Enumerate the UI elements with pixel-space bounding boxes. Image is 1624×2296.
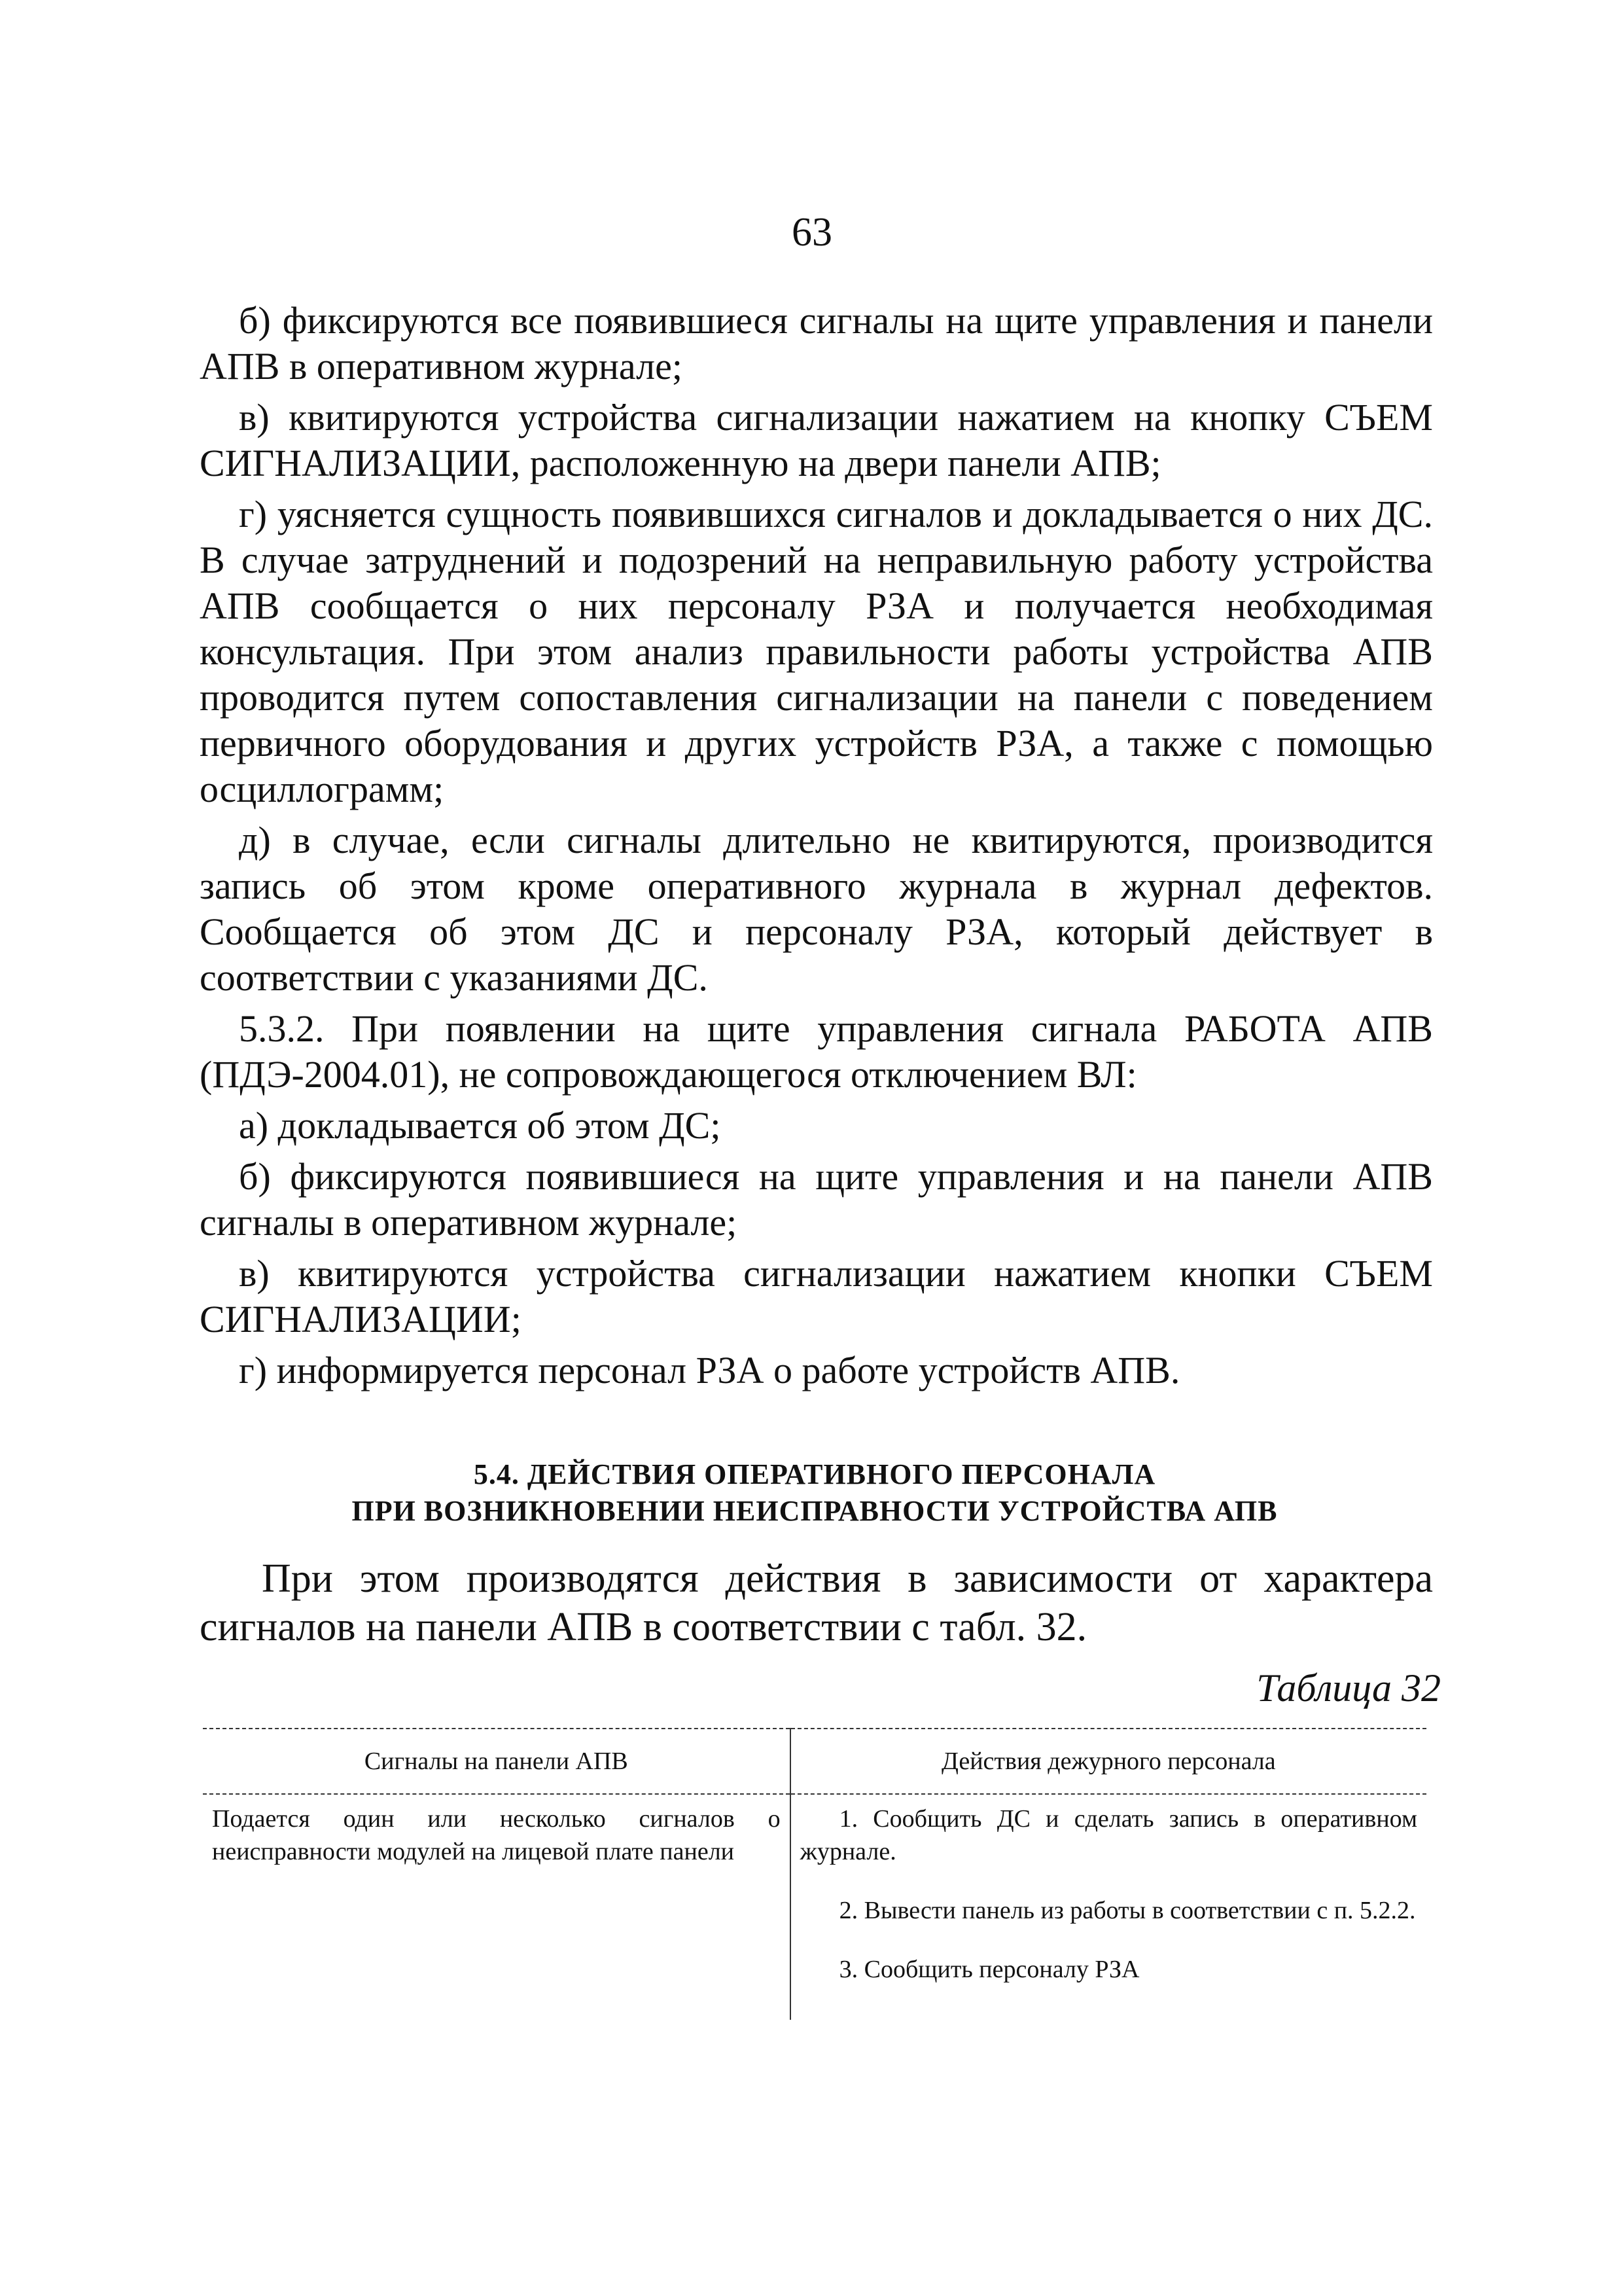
signal-text: Подается один или несколько сигналов о неисправности модулей на лицевой плате панели — [212, 1805, 781, 1865]
paragraph: 5.3.2. При появлении на щите управления сигнала РАБОТА АПВ (ПДЭ-2004.01), не сопровождающегося отключением ВЛ: — [200, 1007, 1433, 1096]
paragraph: г) информируется персонал РЗА о работе устройств АПВ. — [239, 1349, 1180, 1391]
table-row — [203, 1794, 1426, 2020]
body-text — [200, 298, 1433, 1399]
paragraph: д) в случае, если сигналы длительно не квитируются, производится запись об этом кроме оперативного журнала в журнал дефектов. Сообщается об этом ДС и персоналу РЗА, который действует в соответствии с указаниями ДС. — [200, 819, 1433, 999]
paragraph: г) уясняется сущность появившихся сигналов и докладывается о них ДС. В случае затруднений и подозрений на неправильную работу устройства АПВ сообщается о них персоналу РЗА и получается необходимая консультация. При этом анализ правильности работы устройства АПВ проводится путем сопоставления сигнализации на панели с поведением первичного оборудования и других устройств РЗА, а также с помощью осциллограмм; — [200, 493, 1433, 810]
action-item: 2. Вывести панель из работы в соответствии с п. 5.2.2. — [839, 1897, 1416, 1924]
intro-paragraph: При этом производятся действия в зависимости от характера сигналов на панели АПВ в соответствии с табл. 32. — [200, 1556, 1433, 1649]
section-title — [196, 1456, 1433, 1530]
section-title-line: ПРИ ВОЗНИКНОВЕНИИ НЕИСПРАВНОСТИ УСТРОЙСТВА АПВ — [351, 1495, 1278, 1527]
paragraph: б) фиксируются все появившиеся сигналы на щите управления и панели АПВ в оперативном журнале; — [200, 299, 1433, 387]
data-table — [203, 1728, 1426, 2020]
table-caption: Таблица 32 — [1256, 1666, 1441, 1710]
intro-text — [200, 1554, 1433, 1651]
action-item: 1. Сообщить ДС и сделать запись в оперативном журнале. — [800, 1805, 1417, 1865]
section-title-line: 5.4. ДЕЙСТВИЯ ОПЕРАТИВНОГО ПЕРСОНАЛА — [473, 1458, 1156, 1490]
paragraph: б) фиксируются появившиеся на щите управления и на панели АПВ сигналы в оперативном журнале; — [200, 1155, 1433, 1244]
table-cell — [790, 1794, 1426, 2020]
table-cell — [203, 1794, 790, 2020]
paragraph: в) квитируются устройства сигнализации нажатием кнопки СЪЕМ СИГНАЛИЗАЦИИ; — [200, 1252, 1433, 1340]
action-item: 3. Сообщить персоналу РЗА — [839, 1956, 1140, 1983]
table-header-row — [203, 1729, 1426, 1794]
table-header-cell: Действия дежурного персонала — [790, 1729, 1426, 1794]
paragraph: а) докладывается об этом ДС; — [239, 1104, 721, 1147]
paragraph: в) квитируются устройства сигнализации нажатием на кнопку СЪЕМ СИГНАЛИЗАЦИИ, расположенную на двери панели АПВ; — [200, 396, 1433, 484]
page-number: 63 — [792, 210, 832, 255]
table-header-cell: Сигналы на панели АПВ — [203, 1729, 790, 1794]
